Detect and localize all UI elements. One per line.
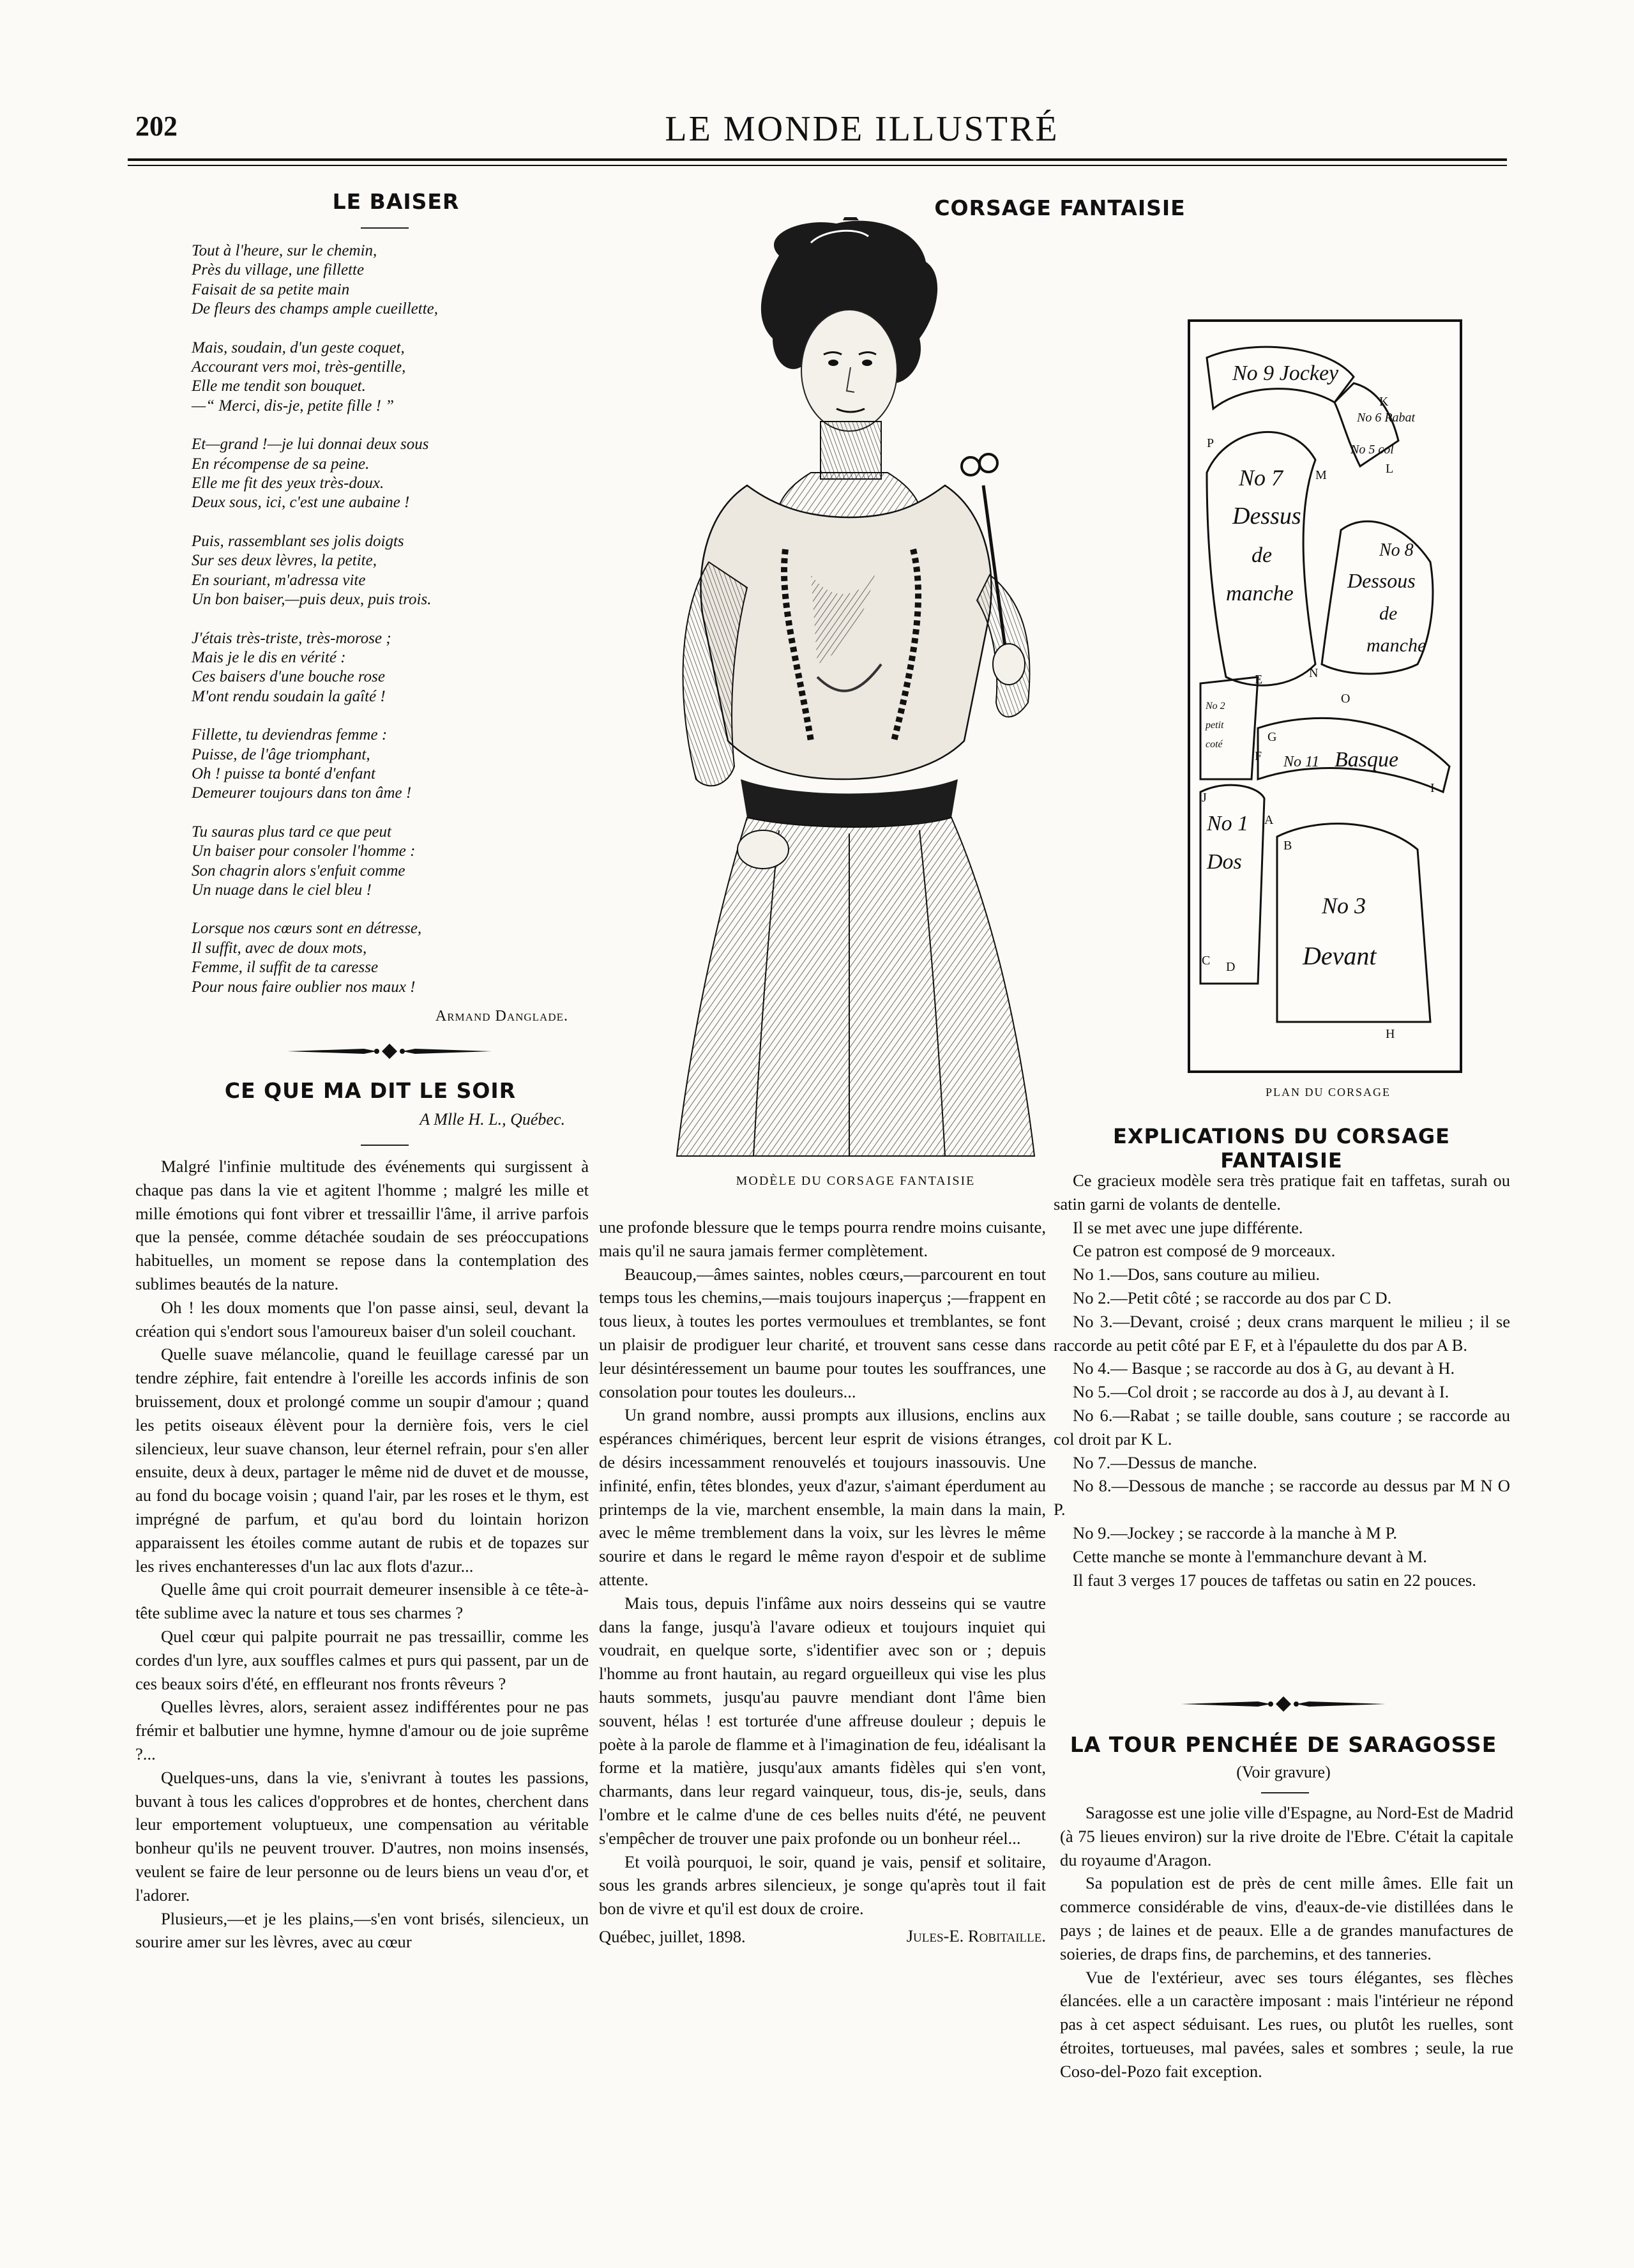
tour-subtitle: (Voir gravure) (1236, 1763, 1331, 1781)
pattern-label: de (1379, 603, 1398, 624)
poem-line: Près du village, une fillette (192, 261, 365, 279)
explications-paragraph: Cette manche se monte à l'emmanchure devant à M. (1073, 1546, 1427, 1566)
page-number: 202 (135, 110, 178, 142)
soir-paragraph: Et voilà pourquoi, le soir, quand je vais, pensif et solitaire, sous les grands arbres silencieux, je songe qu'après tout il fait bon de vivre et qu'il est doux de croire. (599, 1852, 1046, 1919)
poem-stanza-7 (192, 823, 575, 901)
poem-line: Un bon baiser,—puis deux, puis trois. (192, 591, 432, 609)
pattern-letter: I (1430, 781, 1435, 795)
soir-paragraph: Quelle âme qui croit pourrait demeurer insensible à ce tête-à-tête sublime avec la nature et tous ses charmes ? (135, 1579, 589, 1623)
poem-line: En récompense de sa peine. (192, 455, 370, 473)
poem-stanza-1 (192, 241, 575, 319)
poem-title-rule (361, 227, 409, 229)
poem-line: Un nuage dans le ciel bleu ! (192, 881, 372, 899)
pattern-letter: L (1386, 462, 1394, 476)
poem-line: Elle me tendit son bouquet. (192, 377, 366, 395)
soir-paragraph: une profonde blessure que le temps pourra rendre moins cuisante, mais qu'il ne saura jamais fermer complètement. (599, 1217, 1046, 1260)
poem-line: Puis, rassemblant ses jolis doigts (192, 532, 404, 550)
poem-line: —“ Merci, dis-je, petite fille ! ” (192, 397, 395, 415)
pattern-label: Basque (1335, 748, 1399, 772)
poem-line: De fleurs des champs ample cueillette, (192, 300, 439, 318)
pattern-letter: M (1315, 468, 1327, 482)
pattern-letter: H (1386, 1027, 1395, 1041)
soir-signature: Jules-E. Robitaille. (906, 1926, 1046, 1945)
poem-line: Femme, il suffit de ta caresse (192, 959, 379, 977)
pattern-letter: K (1379, 395, 1389, 409)
poem-line: Mais, soudain, d'un geste coquet, (192, 339, 405, 356)
pattern-label: manche (1366, 635, 1426, 656)
poem-line: En souriant, m'adressa vite (192, 571, 366, 589)
poem-line: Demeurer toujours dans ton âme ! (192, 784, 412, 802)
poem-body (192, 241, 575, 1016)
pattern-letter: A (1264, 813, 1274, 827)
poem-line: M'ont rendu soudain la gaîté ! (192, 687, 386, 705)
soir-paragraph: Quelques-uns, dans la vie, s'enivrant à toutes les passions, buvant à tous les calices d'opprobres et de hontes, cherchent dans leur emportement voluptueux, une compensation au véritable bonheur qu'ils ne peuvent trouver. D'autres, non moins insensés, veulent se faire de leur personne ou de leurs biens un veau d'or, et l'adorer. (135, 1767, 589, 1905)
ornament-divider-icon (281, 1040, 498, 1063)
plan-caption: PLAN DU CORSAGE (1265, 1086, 1391, 1099)
pattern-letter: N (1309, 666, 1319, 680)
poem-stanza-8 (192, 919, 575, 997)
soir-title: CE QUE MA DIT LE SOIR (224, 1078, 517, 1103)
explications-paragraph: No 8.—Dessous de manche ; se raccorde au dessus par M N O P. (1054, 1476, 1510, 1519)
corsage-title: CORSAGE FANTAISIE (934, 195, 1186, 220)
poem-line: Et—grand !—je lui donnai deux sous (192, 436, 429, 453)
pattern-letter: J (1202, 791, 1207, 805)
poem-line: Oh ! puisse ta bonté d'enfant (192, 765, 375, 782)
pattern-label: No 1 (1207, 812, 1249, 835)
explications-paragraph: No 6.—Rabat ; se taille double, sans couture ; se raccorde au col droit par K L. (1054, 1405, 1510, 1449)
pattern-letter: F (1255, 749, 1262, 763)
pattern-label: Devant (1303, 941, 1377, 970)
pattern-label: No 5 col (1350, 443, 1394, 457)
soir-paragraph: Quelle suave mélancolie, quand le feuillage caressé par un tendre zéphire, fait entendre à l'oreille les accords infinis de son bruissement, doux et prolongé comme un soupir d'amour ; quand les petits oiseaux élèvent pour la dernière fois, vers le ciel silencieux, leur suave chanson, leur éternel refrain, pour s'en aller ensuite, deux à deux, partager le même nid de duvet et de mousse, au fond du bocage voisin ; quand l'air, par les roses et le thym, est imprégné de parfum, et qu'au bord du lointain horizon apparaissent les étoiles comme autant de rubis et de topazes sur les rives enchanteresses d'un lac aux flots d'azur... (135, 1344, 589, 1576)
pattern-label: No 9 Jockey (1232, 362, 1339, 385)
masthead: LE MONDE ILLUSTRÉ (665, 109, 1059, 149)
header-rule (128, 158, 1507, 161)
pattern-letter: C (1202, 954, 1211, 968)
poem-line: Fillette, tu deviendras femme : (192, 726, 388, 744)
poem-line: Tu sauras plus tard ce que peut (192, 823, 391, 841)
explications-paragraph: Ce gracieux modèle sera très pratique fait en taffetas, surah ou satin garni de volants de dentelle. (1054, 1171, 1510, 1214)
pattern-label: No 6 Rabat (1357, 411, 1416, 425)
ornament-divider-icon (1175, 1693, 1392, 1716)
poem-line: Tout à l'heure, sur le chemin, (192, 242, 377, 259)
explications-paragraph: Ce patron est composé de 9 morceaux. (1073, 1241, 1336, 1261)
pattern-label: de (1252, 544, 1273, 567)
poem-line: J'étais très-triste, très-morose ; (192, 629, 391, 647)
poem-stanza-3 (192, 435, 575, 513)
poem-stanza-5 (192, 629, 575, 707)
explications-paragraph: No 4.— Basque ; se raccorde au dos à G, au devant à H. (1073, 1359, 1455, 1378)
pattern-label: petit (1206, 720, 1224, 731)
soir-place-date: Québec, juillet, 1898. (599, 1926, 746, 1946)
bodice-pattern-plan (1188, 319, 1462, 1073)
soir-title-rule (361, 1145, 409, 1146)
pattern-letter: E (1255, 673, 1263, 687)
pattern-label: No 8 (1379, 540, 1414, 560)
pattern-letter: G (1267, 730, 1277, 744)
soir-paragraph: Un grand nombre, aussi prompts aux illusions, enclins aux espérances chimériques, bercent leur esprit de visions étranges, de désirs incessamment renouvelés et toujours inassouvis. Une infinité, enfin, têtes blondes, yeux d'azur, s'aimant éperdument au printemps de la vie, marchent ensemble, la main dans la main, avec le même tremblement dans la voix, sur les lèvres le même sourire et dans le regard le même rayon d'espoir et de sublime attente. (599, 1405, 1046, 1589)
poem-line: Mais je le dis en vérité : (192, 648, 346, 666)
explications-paragraph: No 3.—Devant, croisé ; deux crans marquent le milieu ; il se raccorde au petit côté par E F, et à l'épaulette du dos par A B. (1054, 1311, 1510, 1355)
explications-title: EXPLICATIONS DU CORSAGE FANTAISIE (1113, 1124, 1450, 1173)
soir-dedication: A Mlle H. L., Québec. (420, 1110, 565, 1129)
poem-line: Sur ses deux lèvres, la petite, (192, 552, 377, 570)
soir-paragraph: Quelles lèvres, alors, seraient assez indifférentes pour ne pas frémir et balbutier une hymne, hymne d'amour ou de joie suprême ?... (135, 1697, 589, 1763)
tour-paragraph: Sa population est de près de cent mille âmes. Elle fait un commerce considérable de vins, d'eaux-de-vie distillées dans le pays ; de laines et de peaux. Elle a de grandes manufactures de soieries, de draps fins, de parchemins, et des tanneries. (1060, 1873, 1513, 1963)
soir-paragraph: Oh ! les doux moments que l'on passe ainsi, seul, devant la création qui s'endort sous l'amoureux baiser d'un soleil couchant. (135, 1297, 589, 1341)
explications-paragraph: Il se met avec une jupe différente. (1073, 1217, 1303, 1237)
poem-line: Deux sous, ici, c'est une aubaine ! (192, 494, 410, 512)
explications-paragraph: No 9.—Jockey ; se raccorde à la manche à M P. (1073, 1523, 1398, 1542)
explications-paragraph: No 5.—Col droit ; se raccorde au dos à J, au devant à I. (1073, 1382, 1449, 1402)
poem-signature: Armand Danglade. (435, 1008, 568, 1024)
pattern-label: No 7 (1239, 465, 1283, 491)
explications-column (1054, 1169, 1510, 1592)
soir-paragraph: Mais tous, depuis l'infâme aux noirs desseins qui se vautre dans la fange, jusqu'à l'avare odieux et toujours inquiet qui voudrait, en quelque sorte, s'identifier avec son or ; depuis l'homme au front hautain, au regard orgueilleux qui vise les plus hauts sommets, jusqu'au pauvre mendiant dont l'âme bien souvent, hélas ! est torturée d'une affreuse douleur ; depuis le poète à la parole de flamme et à l'imagination de feu, idéalisant la forme et la matière, jusqu'aux amants fidèles qui s'en vont, charmants, dans leur regard vainqueur, tous, dis-je, seuls, dans l'ombre et le calme d'une de ces belles nuits d'été, ne peuvent s'empêcher de trouver une paix profonde ou un bonheur réel... (599, 1593, 1046, 1848)
poem-line: Accourant vers moi, très-gentille, (192, 358, 406, 376)
poem-line: Faisait de sa petite main (192, 280, 350, 298)
soir-paragraph: Quel cœur qui palpite pourrait ne pas tressaillir, comme les cordes d'un lyre, aux souffles calmes et purs qui passent, par un de ces beaux soirs d'été, en effleurant nos fronts rêveurs ? (135, 1626, 589, 1693)
pattern-label: No 2 (1206, 701, 1225, 712)
pattern-letter: B (1283, 839, 1292, 853)
poem-line: Son chagrin alors s'enfuit comme (192, 862, 405, 879)
poem-line: Pour nous faire oublier nos maux ! (192, 978, 416, 996)
tour-paragraph: Vue de l'extérieur, avec ses tours élégantes, ses flèches élancées. elle a un caractère imposant : mais l'intérieur ne répond pas à cet aspect séduisant. Les rues, ou plutôt les ruelles, sont étroites, tortueuses, mal pavées, sales et sombres ; seule, la rue Coso-del-Pozo fait exception. (1060, 1967, 1513, 2081)
pattern-label: coté (1206, 739, 1223, 750)
pattern-label: No 3 (1322, 893, 1366, 918)
soir-column-1 (135, 1155, 589, 1954)
poem-line: Puisse, de l'âge triomphant, (192, 745, 370, 763)
explications-paragraph: Il faut 3 verges 17 pouces de taffetas ou satin en 22 pouces. (1073, 1570, 1476, 1590)
poem-stanza-4 (192, 532, 575, 610)
poem-stanza-6 (192, 726, 575, 803)
explications-paragraph: No 1.—Dos, sans couture au milieu. (1073, 1265, 1320, 1284)
pattern-label: No 11 (1283, 754, 1320, 770)
woman-bodice-illustration (651, 217, 1060, 1162)
tour-title-rule (1261, 1792, 1309, 1793)
poem-line: Un baiser pour consoler l'homme : (192, 842, 416, 860)
poem-line: Il suffit, avec de doux mots, (192, 939, 367, 957)
pattern-label: Dessus (1232, 503, 1301, 529)
poem-line: Elle me fit des yeux très-doux. (192, 475, 384, 492)
tour-title: LA TOUR PENCHÉE DE SARAGOSSE (1070, 1732, 1497, 1757)
illustration-caption: MODÈLE DU CORSAGE FANTAISIE (736, 1174, 976, 1188)
tour-paragraph: Saragosse est une jolie ville d'Espagne, au Nord-Est de Madrid (à 75 lieues environ) sur la rive droite de l'Ebre. C'était la capitale du royaume d'Aragon. (1060, 1803, 1513, 1869)
poem-title: LE BAISER (332, 189, 460, 214)
pattern-label: Dos (1207, 850, 1242, 874)
explications-paragraph: No 2.—Petit côté ; se raccorde au dos par C D. (1073, 1288, 1392, 1307)
poem-line: Lorsque nos cœurs sont en détresse, (192, 920, 422, 938)
header-rule-thin (128, 165, 1507, 166)
poem-stanza-2 (192, 339, 575, 416)
pattern-label: manche (1226, 582, 1294, 605)
pattern-label: Dessous (1347, 569, 1416, 592)
soir-paragraph: Plusieurs,—et je les plains,—s'en vont brisés, silencieux, un sourire amer sur les lèvres, avec au cœur (135, 1908, 589, 1952)
pattern-letter: O (1341, 692, 1350, 706)
poem-line: Ces baisers d'une bouche rose (192, 668, 385, 686)
explications-paragraph: No 7.—Dessus de manche. (1073, 1452, 1257, 1472)
tour-column (1060, 1801, 1513, 2083)
soir-paragraph: Beaucoup,—âmes saintes, nobles cœurs,—parcourent en tout temps tous les chemins,—mais toujours inaperçus ;—frappent en tous lieux, à toutes les portes vermoulues et tremblantes, se font un plaisir de prodiguer leur charité, et trouvent sans cesse dans leur désintéressement un baume pour toutes les souffrances, une consolation pour toutes les douleurs... (599, 1264, 1046, 1401)
soir-column-2 (599, 1215, 1046, 1949)
pattern-letter: D (1226, 960, 1236, 974)
soir-paragraph: Malgré l'infinie multitude des événements qui surgissent à chaque pas dans la vie et agitent l'homme ; malgré les mille et mille émotions qui font vibrer et tressaillir l'âme, il arrive parfois que la pensée, comme détachée soudain de ses préoccupations habituelles, un moment se repose dans la contemplation des sublimes beautés de la nature. (135, 1157, 589, 1293)
pattern-letter: P (1207, 436, 1214, 450)
